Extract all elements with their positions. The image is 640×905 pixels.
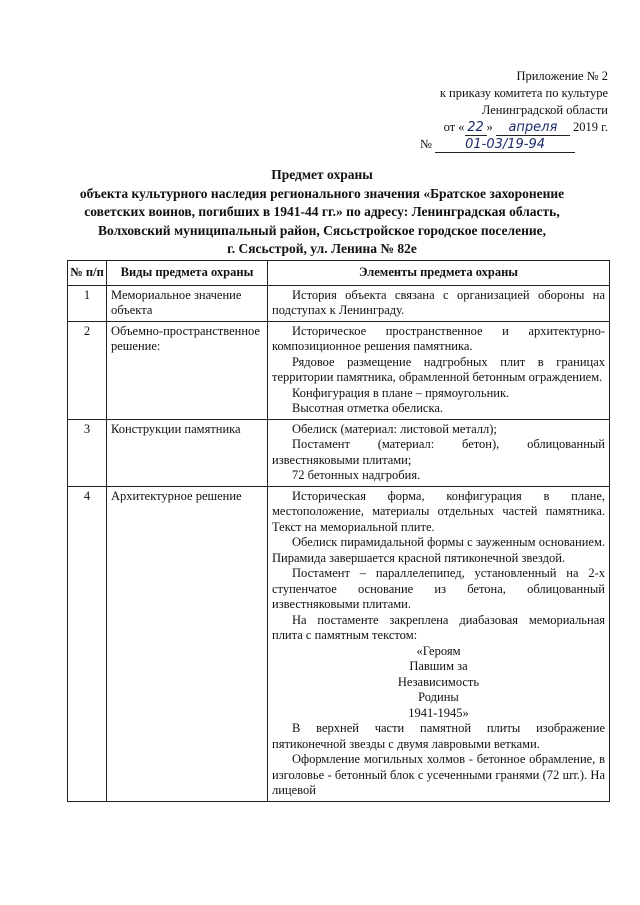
header-kind: Виды предмета охраны — [107, 261, 268, 286]
element-text: Высотная отметка обелиска. — [292, 401, 443, 415]
protection-table — [67, 260, 610, 802]
element-text: Рядовое размещение надгробных плит в границах территории памятника, обрамленной бетонным ограждением. — [272, 354, 605, 384]
number-handwritten: 01-03/19-94 — [435, 138, 575, 153]
row-kind: Архитектурное решение — [107, 486, 268, 801]
row-elements — [268, 285, 610, 321]
element-text: Конфигурация в плане – прямоугольник. — [292, 385, 510, 400]
number-label: № — [420, 137, 432, 151]
row-kind: Объемно-пространственное решение: — [107, 321, 268, 419]
annex-header — [400, 68, 608, 153]
element-text: В верхней части памятной плиты изображение пятиконечной звезды с двумя лавровыми ветками. — [272, 721, 605, 751]
date-day-handwritten: 22 — [465, 121, 487, 136]
inscription-line: Независимость — [397, 674, 480, 689]
element-text: Историческая форма, конфигурация в плане, местоположение, материалы отдельных частей памятника. Текст на мемориальной плите. — [272, 488, 605, 534]
table-row — [68, 486, 610, 801]
title-line: объекта культурного наследия регионального значения «Братское захоронение — [79, 185, 565, 201]
table-row — [68, 321, 610, 419]
element-text: Постамент – параллелепипед, установленный на 2-х ступенчатое основание из бетона, облицованный известняковыми плитами. — [272, 566, 605, 611]
row-no: 1 — [68, 285, 107, 321]
table-header-row — [68, 261, 610, 286]
row-kind: Конструкции памятника — [107, 419, 268, 486]
element-text: Постамент (материал: бетон), облицованный известняковыми плитами; — [272, 437, 605, 467]
date-year: 2019 г. — [573, 120, 608, 134]
element-text: На постаменте закреплена диабазовая мемориальная плита с памятным текстом: — [272, 612, 605, 642]
row-elements — [268, 321, 610, 419]
element-text: Обелиск пирамидальной формы с зауженным основанием. Пирамида завершается красной пятиконечной звездой. — [272, 535, 605, 565]
annex-date-line — [400, 119, 608, 136]
inscription-line: Родины — [418, 690, 459, 704]
inscription-line: 1941-1945» — [408, 705, 469, 720]
date-mid: » — [486, 120, 493, 134]
title-line: Волховский муниципальный район, Сясьстройское городское поселение, — [98, 222, 546, 238]
row-kind: Мемориальное значение объекта — [107, 285, 268, 321]
date-prefix: от « — [443, 120, 465, 134]
annex-committee-line: Ленинградской области — [481, 103, 608, 117]
element-text: История объекта связана с организацией обороны на подступах к Ленинграду. — [272, 287, 605, 317]
row-no: 4 — [68, 486, 107, 801]
table-row — [68, 419, 610, 486]
title-line: советских воинов, погибших в 1941-44 гг.» по адресу: Ленинградская область, — [84, 204, 560, 219]
element-text: 72 бетонных надгробия. — [292, 468, 421, 482]
title-line: Предмет охраны — [271, 167, 373, 182]
title-line: г. Сясьстрой, ул. Ленина № 82е — [227, 241, 417, 256]
inscription-line: «Героям — [416, 643, 461, 658]
row-elements — [268, 419, 610, 486]
annex-number-line — [400, 136, 608, 153]
element-text: Историческое пространственное и архитектурно-композиционное решения памятника. — [272, 323, 605, 353]
row-no: 2 — [68, 321, 107, 419]
date-month-handwritten: апреля — [496, 121, 570, 136]
row-no: 3 — [68, 419, 107, 486]
element-text: Обелиск (материал: листовой металл); — [292, 421, 497, 436]
annex-order-line: к приказу комитета по культуре — [439, 86, 608, 100]
element-text: Оформление могильных холмов - бетонное обрамление, в изголовье - бетонный блок с усеченными гранями (72 шт.). На лицевой — [272, 752, 605, 797]
header-elements: Элементы предмета охраны — [268, 261, 610, 286]
annex-title: Приложение № 2 — [516, 69, 608, 83]
header-no: № п/п — [68, 261, 107, 286]
row-elements — [268, 486, 610, 801]
inscription-line: Павшим за — [409, 659, 468, 673]
table-row — [68, 285, 610, 321]
document-title — [40, 166, 604, 259]
